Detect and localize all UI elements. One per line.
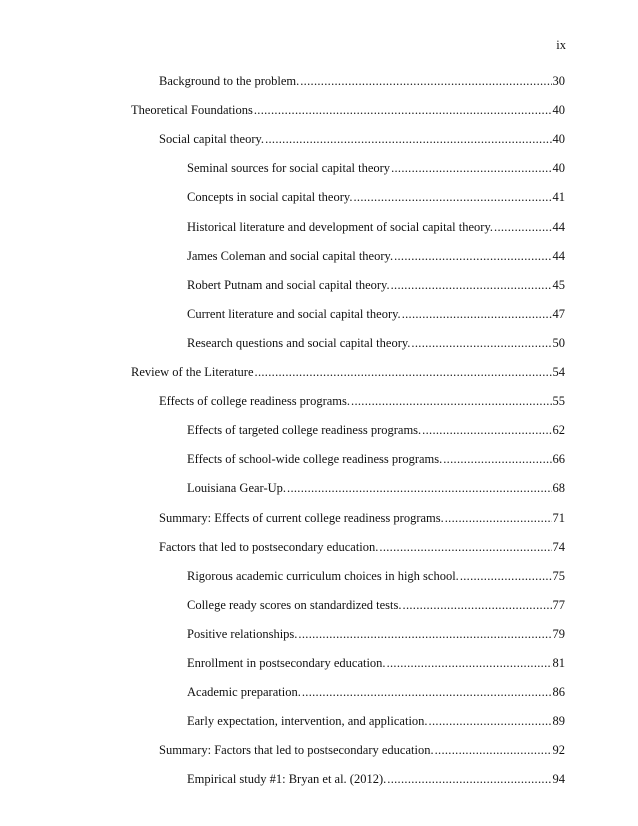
dot-leader: [445, 510, 552, 526]
toc-entry-title: Empirical study #1: Bryan et al. (2012).: [187, 772, 387, 787]
toc-entry-title: James Coleman and social capital theory.: [187, 248, 394, 263]
dot-leader: [391, 160, 551, 176]
toc-entry-page-number: 40: [552, 132, 565, 147]
dot-leader: [300, 73, 551, 89]
toc-entry-title: Background to the problem.: [159, 74, 300, 88]
toc-entry: [187, 160, 565, 176]
toc-entry-title: Research questions and social capital theory.: [187, 335, 411, 350]
toc-entry-title: Factors that led to postsecondary education.: [159, 539, 379, 554]
page-number: ix: [556, 38, 566, 52]
toc-entry-title: Seminal sources for social capital theory: [187, 161, 391, 176]
toc-entry-page-number: 66: [552, 452, 565, 467]
toc-entry-page-number: 41: [552, 190, 565, 205]
toc-entry: [187, 480, 565, 496]
dot-leader: [435, 742, 552, 758]
toc-entry-page-number: 44: [552, 248, 565, 263]
toc-entry-title: Summary: Effects of current college readiness programs.: [159, 510, 444, 525]
toc-entry-page-number: 89: [552, 714, 565, 729]
toc-entry-title: Concepts in social capital theory.: [187, 190, 353, 205]
toc-entry: [159, 131, 565, 147]
toc-entry-title: Summary: Factors that led to postsecondary education.: [159, 743, 434, 758]
toc-entry: [187, 189, 565, 205]
toc-entry-title: Rigorous academic curriculum choices in high school.: [187, 568, 459, 583]
toc-entry-title: College ready scores on standardized tests.: [187, 597, 402, 612]
toc-entry-page-number: 30: [552, 74, 565, 88]
dot-leader: [429, 713, 552, 729]
dot-leader: [443, 451, 551, 467]
toc-entry: [159, 510, 565, 526]
dot-leader: [255, 364, 552, 380]
dot-leader: [391, 277, 552, 293]
toc-entry-title: Louisiana Gear-Up.: [187, 481, 287, 496]
toc-entry-page-number: 45: [552, 277, 565, 292]
toc-entry-page-number: 74: [552, 539, 565, 554]
toc-entry-title: Effects of targeted college readiness programs.: [187, 423, 422, 438]
toc-entry-page-number: 81: [552, 656, 565, 670]
dot-leader: [387, 771, 551, 787]
toc-entry-title: Historical literature and development of social capital theory.: [187, 219, 494, 234]
toc-entry: [159, 73, 565, 89]
toc-entry-title: Academic preparation.: [187, 685, 301, 700]
toc-entry: [187, 306, 565, 322]
toc-entry: [159, 393, 565, 409]
toc-entry: [131, 364, 565, 380]
dot-leader: [460, 568, 552, 584]
toc-entry: [187, 655, 565, 671]
toc-entry-page-number: 54: [552, 365, 565, 379]
toc-entry: [187, 451, 565, 467]
dot-leader: [403, 597, 552, 613]
toc-entry-title: Current literature and social capital theory.: [187, 306, 401, 321]
toc-entry: [131, 102, 565, 118]
dot-leader: [302, 684, 552, 700]
toc-entry-page-number: 68: [552, 481, 565, 496]
dot-leader: [351, 393, 551, 409]
toc-entry-title: Early expectation, intervention, and application.: [187, 714, 428, 729]
dot-leader: [353, 189, 551, 205]
toc-entry-page-number: 79: [552, 626, 565, 641]
toc-entry-page-number: 75: [552, 568, 565, 583]
dot-leader: [287, 480, 551, 496]
toc-entry-title: Theoretical Foundations: [131, 103, 253, 118]
toc-entry-page-number: 71: [552, 510, 565, 525]
dot-leader: [254, 102, 552, 118]
toc-entry-title: Effects of college readiness programs.: [159, 394, 351, 409]
toc-entry: [187, 713, 565, 729]
dot-leader: [422, 422, 551, 438]
toc-entry-page-number: 77: [552, 597, 565, 612]
toc-entry-title: Positive relationships.: [187, 626, 298, 641]
toc-entry-title: Enrollment in postsecondary education.: [187, 656, 386, 670]
toc-entry-title: Robert Putnam and social capital theory.: [187, 277, 390, 292]
toc-entry: [187, 771, 565, 787]
toc-entry: [187, 248, 565, 264]
toc-entry: [187, 277, 565, 293]
toc-entry: [187, 219, 565, 235]
toc-entry: [187, 568, 565, 584]
toc-entry-page-number: 40: [552, 103, 565, 118]
toc-entry-page-number: 44: [552, 219, 565, 234]
dot-leader: [265, 131, 551, 147]
toc-entry-title: Review of the Literature: [131, 365, 254, 379]
dot-leader: [402, 306, 552, 322]
toc-entry-page-number: 40: [552, 161, 565, 176]
dot-leader: [494, 219, 551, 235]
toc-entry-page-number: 55: [552, 394, 565, 409]
toc-entry-page-number: 50: [552, 335, 565, 350]
dot-leader: [298, 626, 551, 642]
toc-entry-page-number: 47: [552, 306, 565, 321]
toc-entry-title: Effects of school-wide college readiness programs.: [187, 452, 443, 467]
toc-entry: [187, 597, 565, 613]
toc-entry: [187, 684, 565, 700]
toc-entry: [159, 742, 565, 758]
toc-entry-page-number: 86: [552, 685, 565, 700]
dot-leader: [387, 655, 552, 671]
dot-leader: [379, 539, 551, 555]
toc-entry: [187, 335, 565, 351]
dot-leader: [411, 335, 551, 351]
toc-entry: [187, 626, 565, 642]
toc-entry-page-number: 62: [552, 423, 565, 438]
dot-leader: [394, 248, 551, 264]
toc-entry: [187, 422, 565, 438]
toc-entry-page-number: 94: [552, 772, 565, 787]
toc-entry-title: Social capital theory.: [159, 132, 265, 147]
toc-entry-page-number: 92: [552, 743, 565, 758]
toc-entry: [159, 539, 565, 555]
